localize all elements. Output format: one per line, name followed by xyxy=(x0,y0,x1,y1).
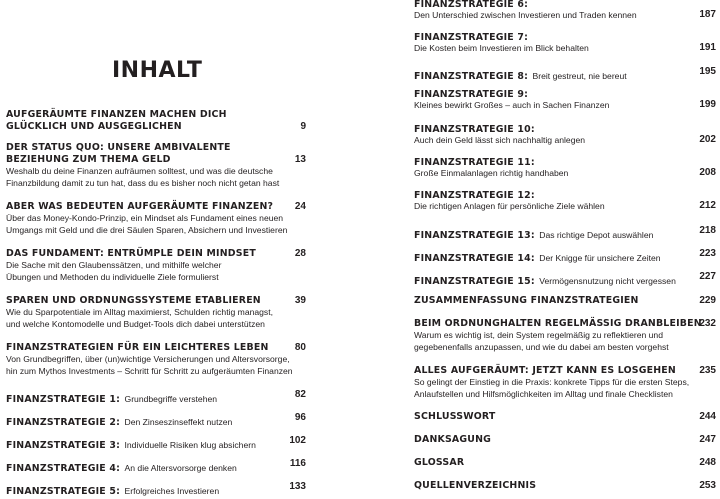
toc-entry[interactable] xyxy=(6,295,306,330)
toc-entry-subtitle: Das richtige Depot auswählen xyxy=(539,230,654,240)
toc-entry-page: 229 xyxy=(699,295,716,306)
toc-entry-title: ABER WAS BEDEUTEN AUFGERÄUMTE FINANZEN? xyxy=(6,201,274,212)
toc-entry-label: FINANZSTRATEGIE 2: xyxy=(6,417,121,428)
toc-entry-title: BEIM ORDNUNGHALTEN REGELMÄSSIG DRANBLEIBEN xyxy=(414,318,702,329)
toc-entry-label: FINANZSTRATEGIE 8: xyxy=(414,71,529,82)
toc-entry-page: 248 xyxy=(699,457,716,468)
toc-entry-page: 187 xyxy=(699,9,716,20)
toc-entry[interactable] xyxy=(414,190,716,211)
toc-entry-title: FINANZSTRATEGIEN FÜR EIN LEICHTERES LEBEN xyxy=(6,342,269,353)
toc-entry-subtitle: Den Zinseszinseffekt nutzen xyxy=(124,417,233,427)
toc-entry-subtitle: Die Kosten beim Investieren im Blick behalten xyxy=(414,43,589,53)
toc-entry-label: FINANZSTRATEGIE 4: xyxy=(6,463,121,474)
toc-entry-label: FINANZSTRATEGIE 7: xyxy=(414,32,529,43)
toc-entry-label: FINANZSTRATEGIE 10: xyxy=(414,124,535,135)
toc-entry-title: ALLES AUFGERÄUMT: JETZT KANN ES LOSGEHEN xyxy=(414,365,676,376)
toc-entry-page: 96 xyxy=(294,412,306,423)
toc-entry-label: FINANZSTRATEGIE 5: xyxy=(6,486,121,497)
toc-entry[interactable] xyxy=(414,66,716,84)
toc-entry-title: DANKSAGUNG xyxy=(414,434,492,445)
toc-entry-description: So gelingt der Einstieg in die Praxis: konkrete Tipps für die ersten Steps, Anlaufstellen und Hilfsmöglichkeiten im Alltag und finale Checklisten xyxy=(414,377,690,399)
toc-entry[interactable] xyxy=(414,457,716,469)
toc-entry[interactable] xyxy=(414,0,716,20)
toc-entry[interactable] xyxy=(414,157,716,178)
toc-entry-description: Wie du Sparpotentiale im Alltag maximierst, Schulden richtig managst, und welche Kontomodelle und Budget-Tools dich dabei unterstützen xyxy=(6,307,274,329)
toc-entry-label: FINANZSTRATEGIE 9: xyxy=(414,89,529,100)
toc-entry-page: 247 xyxy=(699,434,716,445)
toc-entry[interactable] xyxy=(414,248,716,266)
toc-entry[interactable] xyxy=(6,481,306,499)
toc-entry-page: 244 xyxy=(699,411,716,422)
toc-entry-subtitle: Vermögensnutzung nicht vergessen xyxy=(539,276,676,286)
toc-entry-description: Von Grundbegriffen, über (un)wichtige Versicherungen und Altersvorsorge, hin zum Mythos Investments – Schritt für Schritt zu aufgeräumten Finanzen xyxy=(6,354,293,376)
toc-entry-title: SPAREN UND ORDNUNGSSYSTEME ETABLIEREN xyxy=(6,295,261,306)
toc-entry-page: 199 xyxy=(699,99,716,110)
toc-entry-page: 102 xyxy=(289,435,306,446)
toc-entry-subtitle: Erfolgreiches Investieren xyxy=(124,486,220,496)
toc-entry-page: 253 xyxy=(699,480,716,491)
toc-entry-title: DER STATUS QUO: UNSERE AMBIVALENTE BEZIEHUNG ZUM THEMA GELD xyxy=(6,142,231,165)
toc-entry-label: FINANZSTRATEGIE 15: xyxy=(414,276,535,287)
toc-entry-subtitle: An die Altersvorsorge denken xyxy=(124,463,237,473)
toc-entry-subtitle: Auch dein Geld lässt sich nachhaltig anlegen xyxy=(414,135,586,145)
toc-entry-label: FINANZSTRATEGIE 14: xyxy=(414,253,535,264)
toc-entry-title: SCHLUSSWORT xyxy=(414,411,496,422)
toc-entry-page: 191 xyxy=(699,42,716,53)
toc-entry[interactable] xyxy=(6,142,306,189)
toc-entry[interactable] xyxy=(6,389,306,407)
toc-entry-subtitle: Große Einmalanlagen richtig handhaben xyxy=(414,168,569,178)
toc-entry-description: Warum es wichtig ist, dein System regelmäßig zu reflektieren und gegebenenfalls anzupassen, und wie du dabei am besten vorgehst xyxy=(414,330,669,352)
toc-entry-page: 13 xyxy=(294,154,306,165)
toc-entry-page: 116 xyxy=(289,458,306,469)
toc-entry-page: 212 xyxy=(699,200,716,211)
toc-entry-page: 218 xyxy=(699,225,716,236)
toc-entry[interactable] xyxy=(414,124,716,145)
toc-entry-subtitle: Grundbegriffe verstehen xyxy=(124,394,218,404)
toc-entry-title: DAS FUNDAMENT: ENTRÜMPLE DEIN MINDSET xyxy=(6,248,256,259)
toc-entry-page: 24 xyxy=(294,201,306,212)
toc-entry-description: Die Sache mit den Glaubenssätzen, und mithilfe welcher Übungen und Methoden du individuelle Ziele formulierst xyxy=(6,260,222,282)
toc-entry[interactable] xyxy=(414,480,716,492)
toc-entry-page: 208 xyxy=(699,167,716,178)
toc-entry-label: FINANZSTRATEGIE 6: xyxy=(414,0,529,10)
toc-entry-title: QUELLENVERZEICHNIS xyxy=(414,480,537,491)
toc-entry[interactable] xyxy=(414,32,716,53)
toc-entry-label: FINANZSTRATEGIE 1: xyxy=(6,394,121,405)
page-title: INHALT xyxy=(112,58,203,83)
toc-entry-subtitle: Breit gestreut, nie bereut xyxy=(532,71,627,81)
toc-entry-description: Weshalb du deine Finanzen aufräumen solltest, und was die deutsche Finanzbildung damit zu tun hat, dass du es bisher noch nicht getan hast xyxy=(6,166,280,188)
toc-entry-label: FINANZSTRATEGIE 3: xyxy=(6,440,121,451)
toc-entry-page: 232 xyxy=(699,318,716,329)
toc-entry-label: FINANZSTRATEGIE 13: xyxy=(414,230,535,241)
toc-entry-title: ZUSAMMENFASSUNG FINANZSTRATEGIEN xyxy=(414,295,639,306)
toc-entry-title: GLOSSAR xyxy=(414,457,465,468)
toc-entry-subtitle: Den Unterschied zwischen Investieren und Traden kennen xyxy=(414,10,637,20)
toc-entry-page: 235 xyxy=(699,365,716,376)
toc-entry-subtitle: Individuelle Risiken klug absichern xyxy=(124,440,256,450)
toc-entry-subtitle: Die richtigen Anlagen für persönliche Ziele wählen xyxy=(414,201,605,211)
toc-entry[interactable] xyxy=(6,435,306,453)
toc-entry-title: AUFGERÄUMTE FINANZEN MACHEN DICH GLÜCKLICH UND AUSGEGLICHEN xyxy=(6,109,227,132)
toc-entry-subtitle: Der Knigge für unsichere Zeiten xyxy=(539,253,661,263)
toc-entry-page: 133 xyxy=(289,481,306,492)
toc-entry-page: 195 xyxy=(699,66,716,77)
toc-entry-page: 39 xyxy=(294,295,306,306)
toc-entry[interactable] xyxy=(414,318,716,353)
toc-entry[interactable] xyxy=(414,411,716,423)
toc-entry[interactable] xyxy=(6,458,306,476)
toc-entry-label: FINANZSTRATEGIE 12: xyxy=(414,190,535,201)
toc-entry-page: 80 xyxy=(294,342,306,353)
toc-entry[interactable] xyxy=(414,434,716,446)
toc-entry-subtitle: Kleines bewirkt Großes – auch in Sachen Finanzen xyxy=(414,100,610,110)
toc-entry[interactable] xyxy=(6,412,306,430)
toc-entry-page: 28 xyxy=(294,248,306,259)
toc-entry-page: 82 xyxy=(294,389,306,400)
toc-entry-page: 202 xyxy=(699,134,716,145)
toc-entry-label: FINANZSTRATEGIE 11: xyxy=(414,157,535,168)
toc-entry[interactable] xyxy=(414,225,716,243)
toc-entry-page: 227 xyxy=(699,271,716,282)
toc-entry-description: Über das Money-Kondo-Prinzip, ein Mindset als Fundament eines neuen Umgangs mit Geld und die drei Säulen Sparen, Absichern und Investieren xyxy=(6,213,288,235)
toc-entry-page: 223 xyxy=(699,248,716,259)
toc-entry-page: 9 xyxy=(300,121,306,132)
toc-entry[interactable] xyxy=(6,342,306,377)
toc-entry[interactable] xyxy=(414,89,716,110)
toc-entry[interactable] xyxy=(414,271,716,289)
toc-entry[interactable] xyxy=(6,109,306,133)
toc-entry[interactable] xyxy=(414,295,716,307)
toc-entry[interactable] xyxy=(414,365,716,400)
toc-entry[interactable] xyxy=(6,201,306,236)
toc-entry[interactable] xyxy=(6,248,306,283)
